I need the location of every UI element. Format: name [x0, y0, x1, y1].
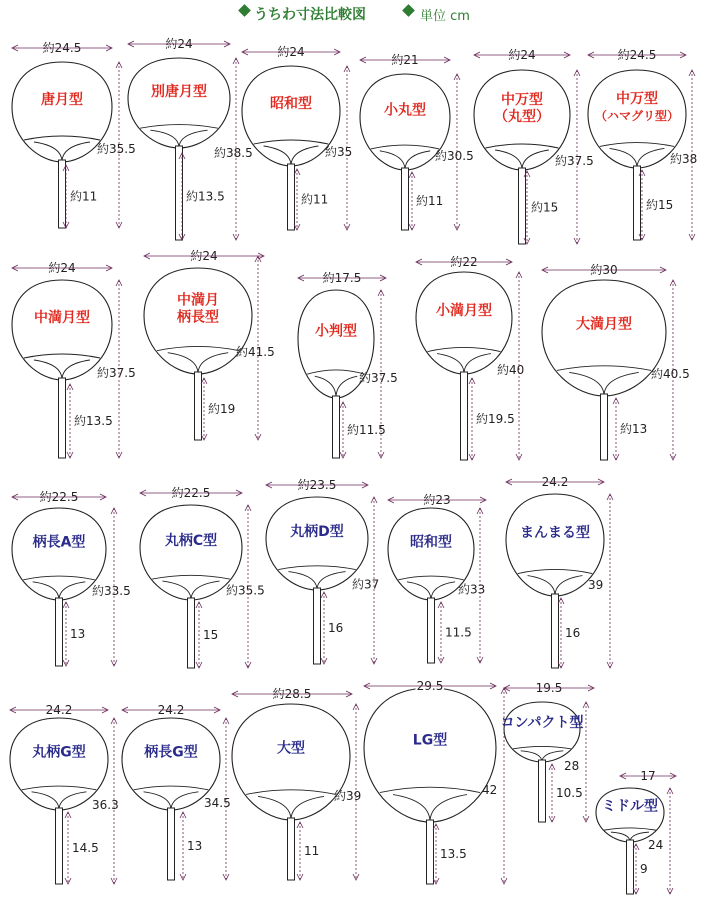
- fan-head: [416, 272, 512, 374]
- unit-label: 単位 cm: [420, 9, 470, 24]
- height-label: 約38: [670, 152, 698, 166]
- fan-20: [364, 679, 497, 884]
- height-label: 約35.5: [226, 583, 265, 598]
- width-label: 約22.5: [39, 490, 79, 504]
- fan-1: [12, 41, 136, 228]
- fan-18: [122, 703, 231, 880]
- height-label: 約40.5: [651, 367, 690, 381]
- fan-handle: [168, 808, 175, 880]
- fan-10: [416, 255, 524, 460]
- handle-length-label: 約19: [208, 402, 236, 416]
- height-label: 39: [588, 578, 604, 592]
- fan-22: [596, 769, 664, 894]
- handle-length-label: 10.5: [556, 786, 583, 800]
- fan-9: [298, 271, 398, 458]
- fan-name-label: 唐月型: [41, 92, 83, 108]
- fan-handle: [402, 168, 409, 230]
- fan-name-label: 小満月型: [436, 302, 492, 319]
- diagram-title: うちわ寸法比較図: [254, 7, 366, 23]
- fan-name-label: 丸柄G型: [32, 744, 86, 761]
- width-label: 約24: [190, 249, 218, 263]
- fan-21: [500, 681, 583, 822]
- fan-name-label: 柄長G型: [144, 744, 198, 761]
- width-label: 24.2: [157, 703, 185, 717]
- fan-head: [596, 788, 664, 842]
- width-label: 約23: [423, 493, 451, 507]
- height-label: 34.5: [204, 796, 231, 810]
- height-label: 約37.5: [359, 371, 398, 385]
- width-label: 約17.5: [322, 271, 362, 285]
- fan-14: [266, 478, 379, 664]
- fan-head: [542, 280, 666, 396]
- fan-2: [128, 37, 253, 240]
- width-label: 約24: [277, 45, 305, 59]
- fan-name-label: 別唐月型: [151, 83, 207, 100]
- fan-handle: [519, 168, 526, 244]
- height-label: 24: [648, 838, 664, 852]
- width-label: 約24: [508, 48, 536, 62]
- fan-name-label: 丸柄D型: [290, 524, 344, 541]
- handle-length-label: 約15: [646, 198, 674, 212]
- handle-length-label: 約11.5: [347, 423, 386, 437]
- fan-head: [504, 702, 580, 762]
- fan-16: [506, 475, 604, 668]
- handle-length-label: 約11: [70, 189, 98, 204]
- handle-length-label: 14.5: [72, 841, 99, 855]
- fan-handle: [627, 840, 634, 894]
- fan-name-label: 小丸型: [384, 102, 426, 119]
- fan-7: [12, 261, 136, 458]
- fan-head: [12, 280, 112, 380]
- width-label: 約22: [450, 255, 478, 269]
- handle-length-label: 11: [304, 844, 320, 858]
- height-label: 約39: [334, 789, 362, 803]
- fan-6: [588, 48, 697, 240]
- fan-13: [140, 486, 265, 668]
- handle-length-label: 約13.5: [186, 189, 225, 204]
- height-label: 約35: [325, 145, 353, 159]
- fan-name-label: 昭和型: [270, 96, 312, 112]
- handle-length-label: 約15: [531, 200, 559, 215]
- fan-handle: [427, 820, 434, 884]
- fan-17: [10, 703, 119, 884]
- handle-length-label: 13: [187, 839, 203, 853]
- height-label: 約33.5: [92, 584, 131, 598]
- fan-handle: [461, 372, 468, 460]
- handle-length-label: 16: [328, 621, 344, 635]
- height-label: 約37.5: [555, 154, 594, 168]
- fan-handle: [59, 378, 66, 458]
- fan-name-label: （ハマグリ型）: [594, 109, 680, 124]
- handle-length-label: 約13: [620, 422, 648, 436]
- height-label: 約41.5: [236, 345, 275, 359]
- width-label: 29.5: [416, 679, 444, 693]
- handle-length-label: 13: [70, 627, 86, 641]
- width-label: 約28.5: [272, 687, 312, 701]
- handle-length-label: 約13.5: [74, 414, 113, 428]
- fan-head: [10, 718, 108, 810]
- fan-name-label: 大満月型: [576, 316, 632, 333]
- width-label: 19.5: [535, 681, 563, 695]
- fan-handle: [539, 760, 546, 822]
- fan-handle: [176, 146, 183, 240]
- fan-handle: [288, 818, 295, 880]
- fan-handle: [333, 396, 340, 458]
- height-label: 28: [564, 759, 580, 773]
- fan-name-label: 柄長型: [177, 309, 219, 326]
- fan-handle: [601, 394, 608, 460]
- height-label: 42: [482, 783, 498, 797]
- fan-name-label: まんまる型: [520, 524, 590, 541]
- width-label: 約30: [590, 263, 618, 277]
- fan-handle: [195, 372, 202, 440]
- handle-length-label: 9: [640, 862, 648, 876]
- width-label: 17: [640, 769, 656, 783]
- handle-length-label: 約11: [416, 194, 444, 208]
- fan-head: [364, 688, 496, 822]
- fan-name-label: コンパクト型: [500, 715, 584, 732]
- fan-name-label: 柄長A型: [32, 534, 86, 551]
- fan-handle: [314, 588, 321, 664]
- fan-handle: [56, 598, 63, 666]
- width-label: 約21: [391, 53, 419, 67]
- fan-name-label: 中万型: [616, 91, 658, 108]
- height-label: 36.3: [92, 798, 119, 812]
- fan-name-label: （丸型）: [494, 109, 550, 125]
- width-label: 約24: [48, 261, 76, 275]
- fan-handle: [552, 594, 559, 668]
- fan-name-label: ミドル型: [602, 798, 658, 815]
- height-label: 約30.5: [435, 149, 474, 163]
- fan-name-label: 丸柄C型: [164, 532, 218, 549]
- fan-handle: [59, 160, 66, 228]
- handle-length-label: 16: [565, 626, 581, 640]
- height-label: 約38.5: [214, 146, 253, 160]
- width-label: 約23.5: [297, 478, 337, 492]
- fan-handle: [56, 808, 63, 884]
- fan-handle: [634, 166, 641, 240]
- height-label: 約33: [458, 582, 486, 597]
- width-label: 約22.5: [171, 486, 211, 500]
- handle-length-label: 約11: [301, 192, 329, 207]
- height-label: 約35.5: [97, 142, 136, 156]
- handle-length-label: 13.5: [440, 847, 467, 861]
- fan-head: [128, 58, 230, 148]
- fan-name-label: 中満月型: [34, 310, 90, 326]
- handle-length-label: 11.5: [445, 625, 472, 640]
- height-label: 約37: [352, 577, 380, 592]
- fan-name-label: 中満月: [177, 292, 219, 309]
- fan-19: [232, 687, 361, 880]
- width-label: 約24: [165, 37, 193, 51]
- fan-handle: [188, 598, 195, 668]
- width-label: 24.2: [45, 703, 73, 717]
- handle-length-label: 15: [203, 628, 219, 642]
- fan-8: [144, 249, 275, 440]
- width-label: 約24.5: [617, 48, 657, 62]
- fan-name-label: 昭和型: [410, 534, 452, 551]
- fan-head: [266, 497, 368, 590]
- fan-15: [388, 493, 485, 663]
- width-label: 24.2: [541, 475, 569, 489]
- fan-12: [12, 490, 131, 666]
- fan-name-label: 小判型: [315, 323, 357, 340]
- fan-handle: [428, 598, 435, 663]
- fan-5: [474, 48, 594, 244]
- fan-name-label: 大型: [277, 740, 305, 757]
- height-label: 約37.5: [97, 366, 136, 380]
- handle-length-label: 約19.5: [476, 412, 515, 426]
- fan-handle: [288, 164, 295, 230]
- fan-head: [232, 704, 350, 820]
- fan-name-label: 中万型: [501, 92, 543, 108]
- width-label: 約24.5: [42, 41, 82, 55]
- height-label: 約40: [497, 363, 525, 377]
- fan-name-label: LG型: [412, 732, 448, 749]
